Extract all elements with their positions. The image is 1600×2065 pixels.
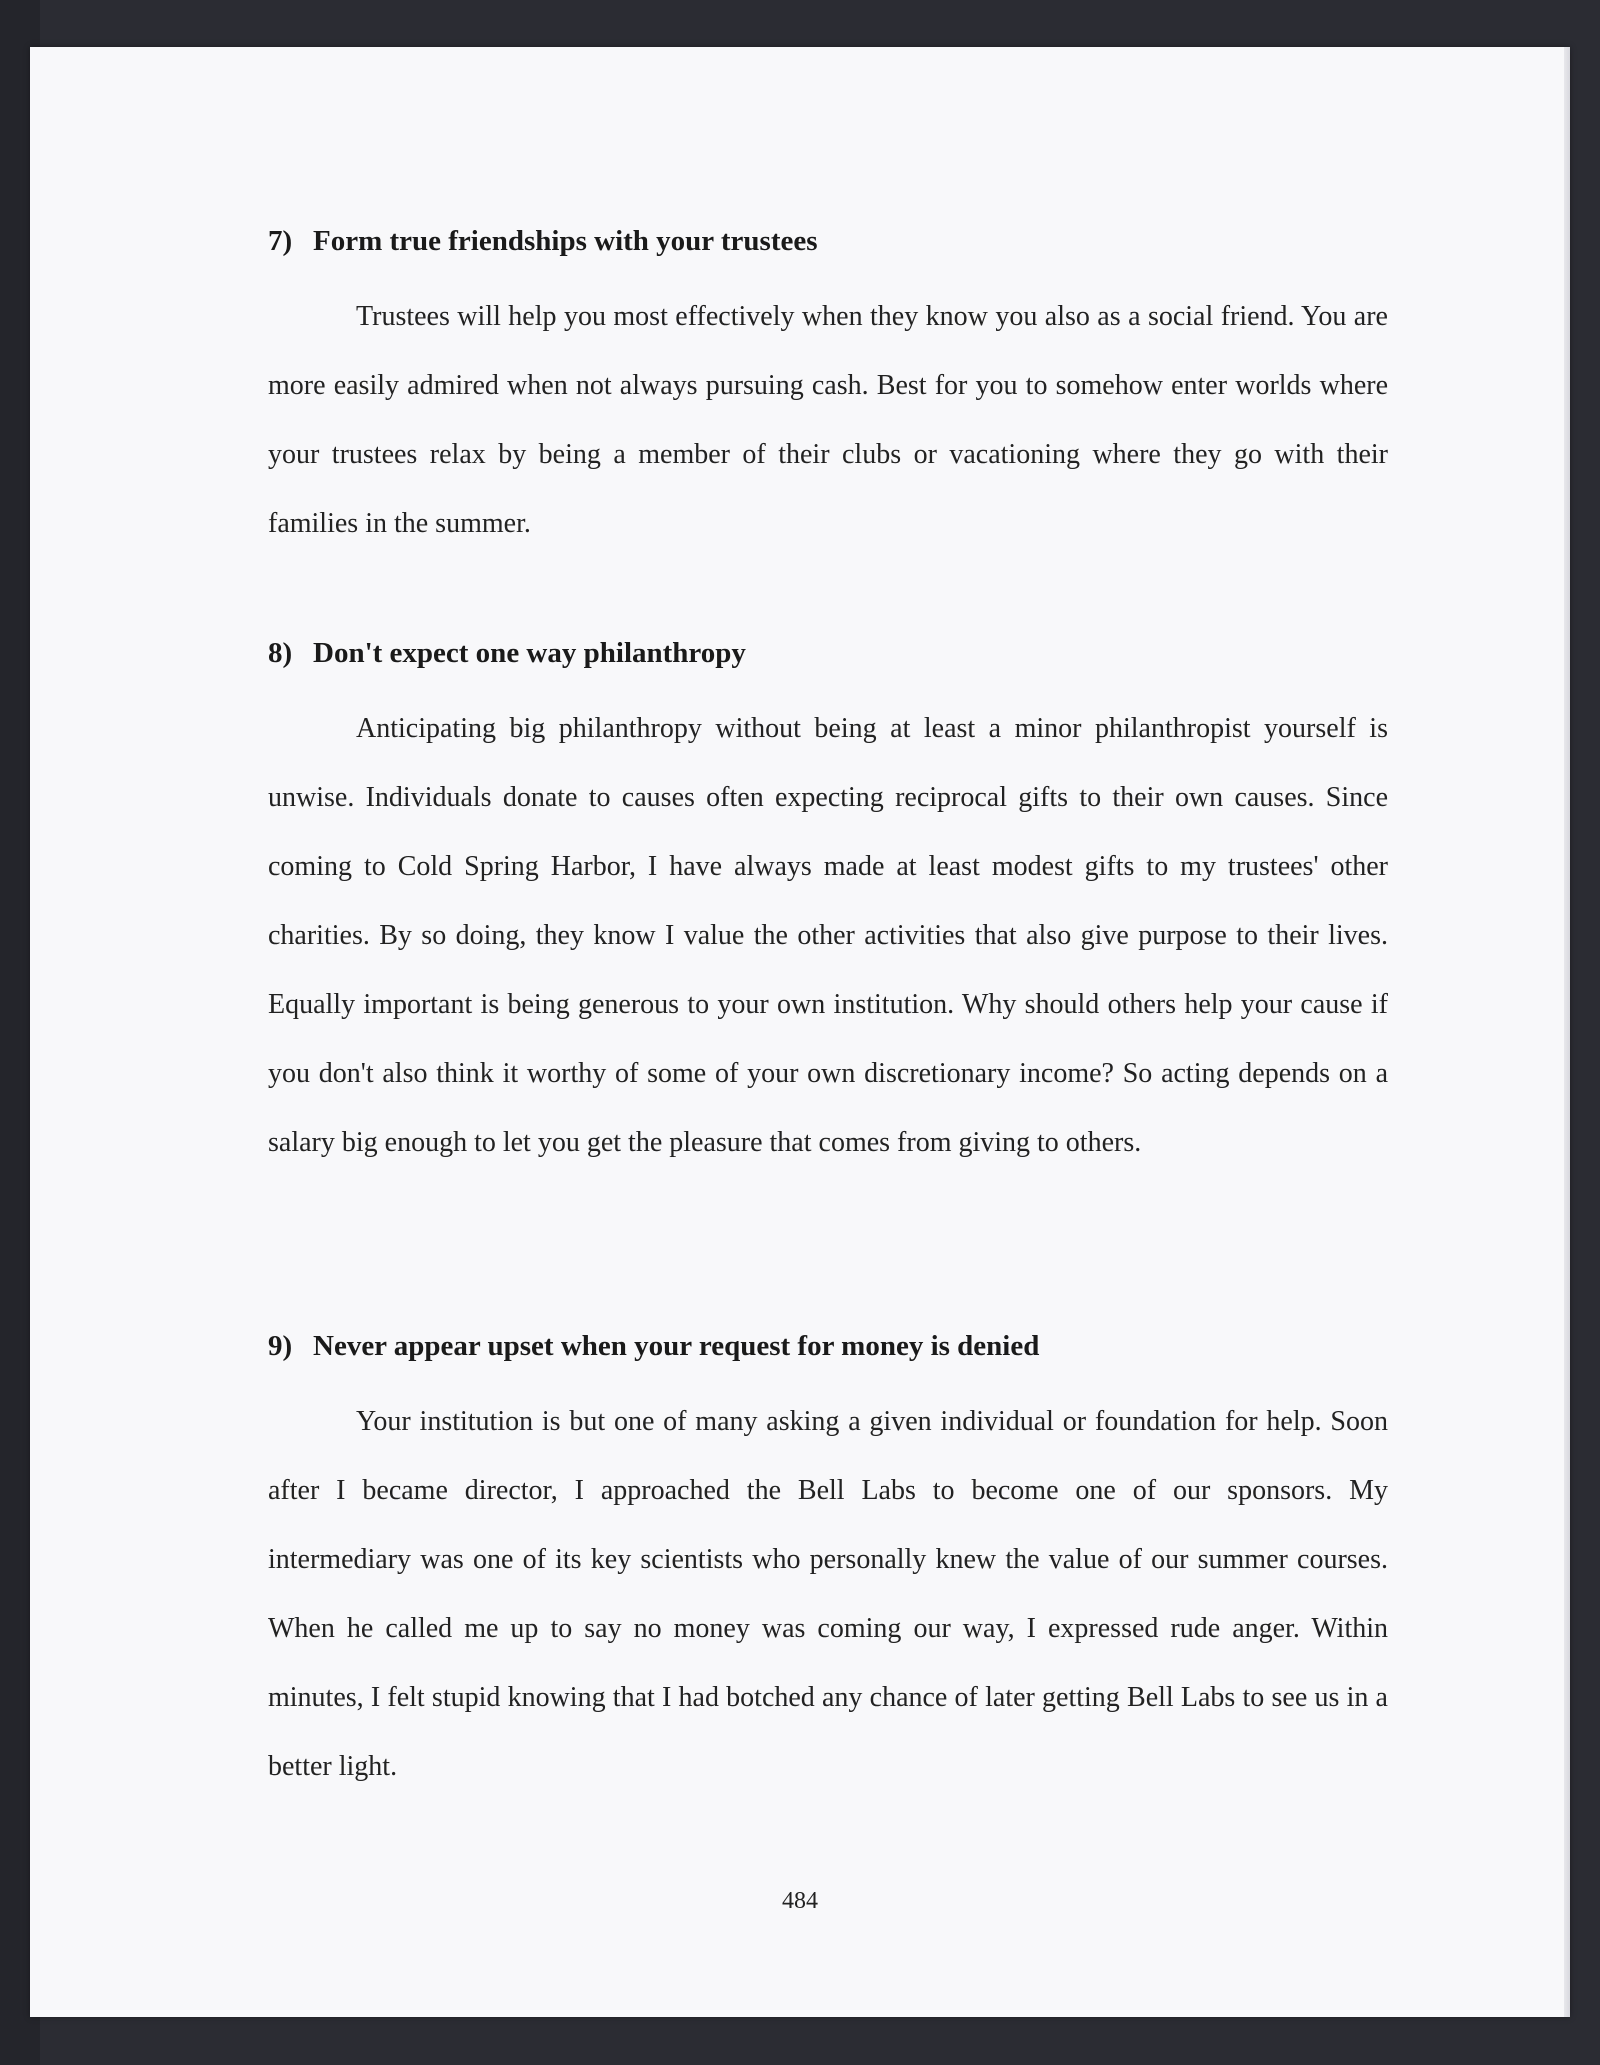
section-title: Never appear upset when your request for money is denied	[313, 1330, 1040, 1362]
section-7	[268, 225, 1388, 558]
section-9	[268, 1330, 1388, 1801]
document-page	[30, 47, 1570, 2017]
page-number: 484	[782, 1888, 818, 1914]
section-number: 7)	[268, 225, 293, 257]
page-edge	[1564, 47, 1570, 2017]
section-heading	[268, 637, 1388, 670]
section-number: 8)	[268, 637, 293, 669]
section-title: Form true friendships with your trustees	[313, 225, 818, 257]
section-heading	[268, 1330, 1388, 1363]
section-paragraph: Trustees will help you most effectively when they know you also as a social friend. You are more easily admired when not always pursuing cash. Best for you to somehow enter worlds where your trustees relax by being a member of their clubs or vacationing where they go with their families in the summer.	[268, 301, 1388, 539]
section-8	[268, 637, 1388, 1177]
section-paragraph: Your institution is but one of many asking a given individual or foundation for help. Soon after I became director, I approached the Bell Labs to become one of our sponsors. My intermediary was one of its key scientists who personally knew the value of our summer courses. When he called me up to say no money was coming our way, I expressed rude anger. Within minutes, I felt stupid knowing that I had botched any chance of later getting Bell Labs to see us in a better light.	[268, 1406, 1388, 1782]
section-heading	[268, 225, 1388, 258]
section-number: 9)	[268, 1330, 293, 1362]
section-title: Don't expect one way philanthropy	[313, 637, 746, 669]
section-paragraph: Anticipating big philanthropy without being at least a minor philanthropist yourself is unwise. Individuals donate to causes often expecting reciprocal gifts to their own causes. Since coming to Cold Spring Harbor, I have always made at least modest gifts to my trustees' other charities. By so doing, they know I value the other activities that also give purpose to their lives. Equally important is being generous to your own institution. Why should others help your cause if you don't also think it worthy of some of your own discretionary income? So acting depends on a salary big enough to let you get the pleasure that comes from giving to others.	[268, 713, 1388, 1158]
